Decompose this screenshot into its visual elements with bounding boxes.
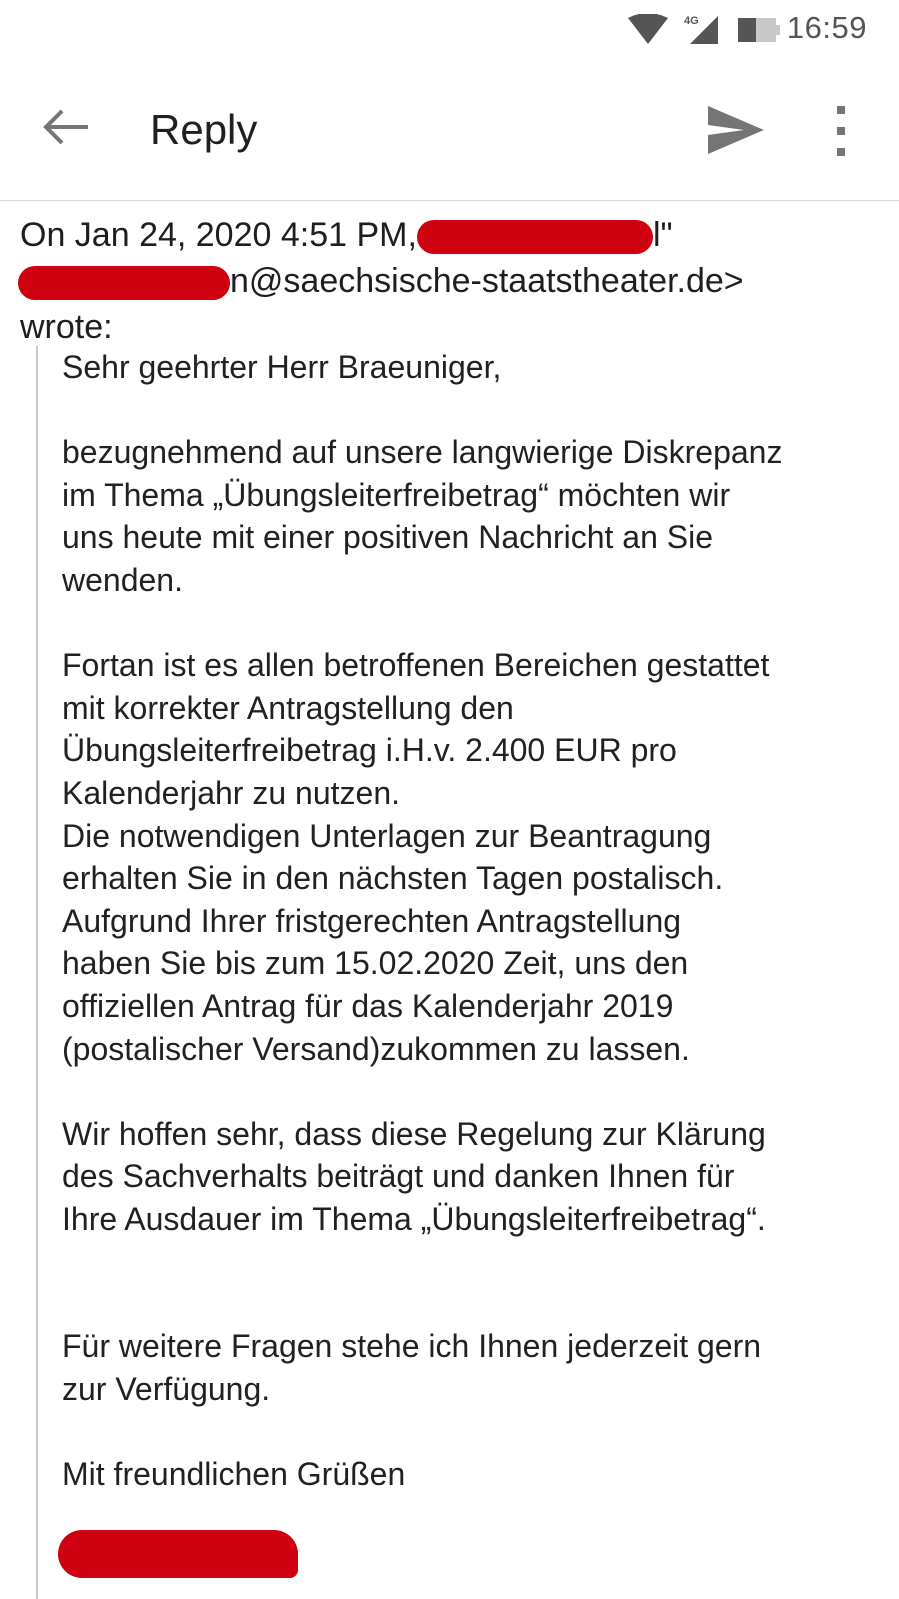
send-icon[interactable] <box>708 106 764 154</box>
redacted-signature <box>58 1530 298 1578</box>
paragraph-line: zur Verfügung. <box>62 1371 271 1408</box>
attribution-line-1 <box>20 212 880 258</box>
toolbar-title: Reply <box>150 106 258 153</box>
redacted-sender-email <box>18 266 230 300</box>
paragraph-line: Aufgrund Ihrer fristgerechten Antragstellung <box>62 902 682 939</box>
network-type-label: 4G <box>684 15 699 27</box>
quoted-message <box>36 346 878 1599</box>
attribution-email-suffix: n@saechsische-staatstheater.de> <box>230 262 744 300</box>
more-vert-icon[interactable] <box>826 102 856 160</box>
paragraph-line: Übungsleiterfreibetrag i.H.v. 2.400 EUR pro <box>62 732 677 769</box>
redacted-sender-name <box>417 220 653 254</box>
attribution-wrote: wrote: <box>20 308 113 346</box>
closing: Mit freundlichen Grüßen <box>62 1456 406 1493</box>
paragraph-line: erhalten Sie in den nächsten Tagen postalisch. <box>62 860 724 897</box>
status-bar <box>0 0 899 62</box>
paragraph-line: offiziellen Antrag für das Kalenderjahr 2019 <box>62 987 674 1024</box>
reply-content <box>0 200 899 1599</box>
greeting: Sehr geehrter Herr Braeuniger, <box>62 349 502 385</box>
cell-signal-icon <box>684 14 718 51</box>
battery-icon <box>738 18 780 47</box>
paragraph-line: Die notwendigen Unterlagen zur Beantragung <box>62 817 712 854</box>
paragraph-line: des Sachverhalts beiträgt und danken Ihnen für <box>62 1158 735 1195</box>
quote-attribution <box>20 212 880 350</box>
attribution-prefix: On Jan 24, 2020 4:51 PM, <box>20 216 417 254</box>
attribution-name-tail: l" <box>652 216 673 254</box>
wifi-icon <box>628 14 668 49</box>
attribution-line-2 <box>20 258 880 304</box>
paragraph-line: haben Sie bis zum 15.02.2020 Zeit, uns den <box>62 945 689 982</box>
paragraph-line: im Thema „Übungsleiterfreibetrag“ möchten wir <box>62 476 731 513</box>
paragraph-line: Fortan ist es allen betroffenen Bereichen gestattet <box>62 647 770 684</box>
paragraph-line: (postalischer Versand)zukommen zu lassen. <box>62 1030 690 1067</box>
status-clock: 16:59 <box>786 10 867 45</box>
quoted-message-body <box>38 346 878 1578</box>
paragraph-line: uns heute mit einer positiven Nachricht an Sie <box>62 519 714 556</box>
paragraph-line: Wir hoffen sehr, dass diese Regelung zur Klärung <box>62 1115 766 1152</box>
paragraph-line: Ihre Ausdauer im Thema „Übungsleiterfreibetrag“. <box>62 1200 766 1237</box>
paragraph-line: bezugnehmend auf unsere langwierige Diskrepanz <box>62 434 783 471</box>
paragraph-line: mit korrekter Antragstellung den <box>62 689 514 726</box>
paragraph-line: wenden. <box>62 561 183 598</box>
paragraph-line: Für weitere Fragen stehe ich Ihnen jederzeit gern <box>62 1328 762 1365</box>
app-toolbar <box>0 62 899 201</box>
paragraph-line: Kalenderjahr zu nutzen. <box>62 774 400 811</box>
arrow-back-icon[interactable] <box>36 102 96 152</box>
